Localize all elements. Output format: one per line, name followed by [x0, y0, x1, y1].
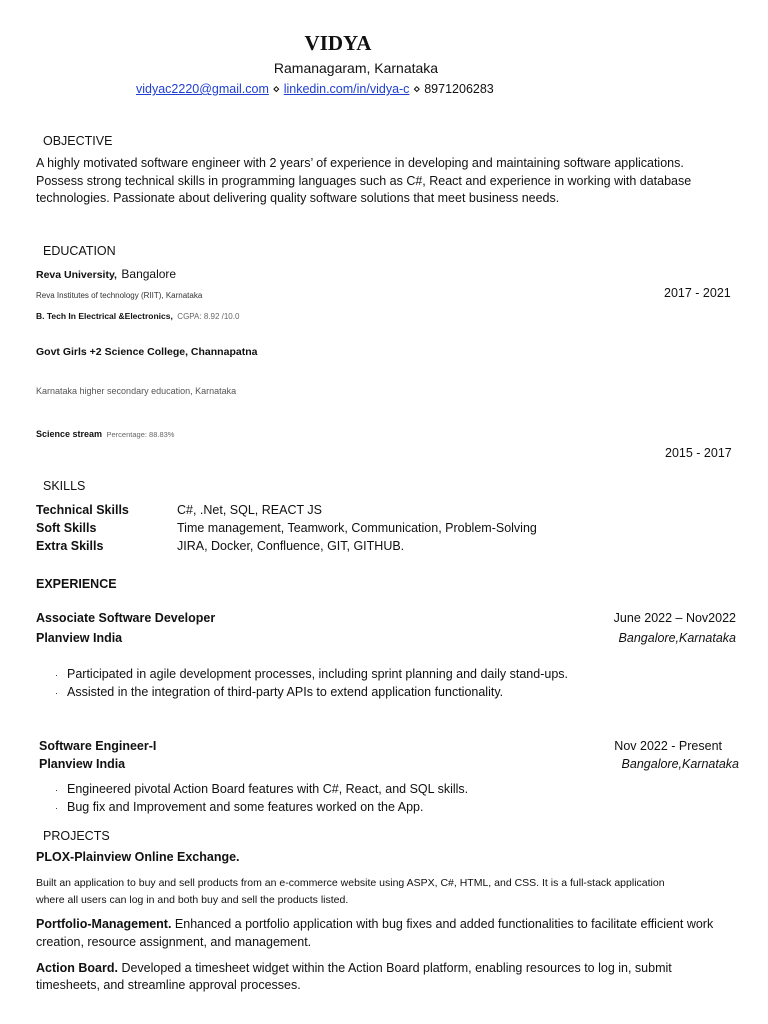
objective-line: A highly motivated software engineer with 2 years’ of experience in developing and maintaining software applications. [36, 156, 684, 170]
job-bullet [55, 667, 568, 681]
section-heading-projects: PROJECTS [43, 829, 110, 843]
job-bullet [55, 782, 468, 796]
project-entry [36, 961, 672, 975]
linkedin-link[interactable]: linkedin.com/in/vidya-c [283, 82, 410, 96]
section-heading-education: EDUCATION [43, 244, 116, 258]
separator: ⋄ [412, 82, 421, 96]
job-title: Software Engineer-I [39, 739, 157, 753]
candidate-name: VIDYA [304, 31, 372, 55]
skill-value: JIRA, Docker, Confluence, GIT, GITHUB. [177, 539, 405, 553]
education-degree [36, 424, 174, 442]
job-company: Planview India [39, 757, 126, 771]
section-heading-objective: OBJECTIVE [43, 134, 113, 148]
job-bullet-text: Participated in agile development processes, including sprint planning and daily stand-ups. [67, 667, 569, 681]
project-title: Portfolio-Management. [36, 917, 172, 931]
institution-name: Reva University, [36, 269, 117, 281]
project-title: Action Board. [36, 961, 118, 975]
skill-label: Technical Skills [36, 503, 129, 517]
project-description: Built an application to buy and sell products from an e-commerce website using ASPX, C#, HTML, and CSS. It is a full-stack application [36, 877, 665, 889]
job-bullet [55, 800, 423, 814]
job-title: Associate Software Developer [36, 611, 216, 625]
section-heading-skills: SKILLS [43, 479, 86, 493]
project-description: timesheets, and streamline approval processes. [36, 978, 301, 992]
contact-line [136, 81, 494, 96]
degree-name: B. Tech In Electrical &Electronics, [36, 311, 173, 321]
project-description: where all users can log in and both buy and sell the products listed. [36, 894, 349, 906]
education-degree [36, 306, 239, 324]
objective-line: Possess strong technical skills in programming languages such as C#, React and experience in working with database [36, 174, 692, 188]
section-heading-experience: EXPERIENCE [36, 577, 117, 591]
skill-value: C#, .Net, SQL, REACT JS [177, 503, 322, 517]
education-years: 2015 - 2017 [665, 446, 732, 460]
separator: ⋄ [272, 82, 281, 96]
degree-grade: Percentage: 88.83% [106, 430, 175, 439]
phone-number: 8971206283 [424, 82, 494, 96]
education-institution [36, 265, 176, 283]
skill-label: Extra Skills [36, 539, 104, 553]
institution-city: Bangalore [121, 267, 177, 281]
email-link[interactable]: vidyac2220@gmail.com [136, 82, 269, 96]
degree-grade: CGPA: 8.92 /10.0 [177, 312, 240, 321]
job-location: Bangalore,Karnataka [621, 757, 739, 771]
degree-name: Science stream [36, 429, 103, 439]
job-bullet-text: Assisted in the integration of third-party APIs to extend application functionality. [67, 685, 504, 699]
education-institution: Govt Girls +2 Science College, Channapatna [36, 346, 258, 358]
education-sub: Karnataka higher secondary education, Karnataka [36, 386, 237, 396]
bullet-icon: · [55, 670, 58, 680]
project-description: Enhanced a portfolio application with bug fixes and added functionalities to facilitate efficient work [174, 917, 714, 931]
job-location: Bangalore,Karnataka [618, 631, 736, 645]
job-bullet-text: Engineered pivotal Action Board features with C#, React, and SQL skills. [67, 782, 469, 796]
project-description: creation, resource assignment, and management. [36, 935, 312, 949]
objective-line: technologies. Passionate about delivering quality software solutions that meet business needs. [36, 191, 560, 205]
skill-label: Soft Skills [36, 521, 97, 535]
bullet-icon: · [55, 785, 58, 795]
job-company: Planview India [36, 631, 123, 645]
education-sub: Reva Institutes of technology (RIIT), Karnataka [36, 291, 203, 300]
job-dates: June 2022 – Nov2022 [613, 611, 736, 625]
bullet-icon: · [55, 688, 58, 698]
job-bullet [55, 685, 503, 699]
project-title: PLOX-Plainview Online Exchange. [36, 850, 240, 864]
education-years: 2017 - 2021 [664, 286, 731, 300]
skill-value: Time management, Teamwork, Communication, Problem-Solving [177, 521, 537, 535]
project-entry [36, 917, 713, 931]
candidate-location: Ramanagaram, Karnataka [273, 60, 439, 76]
job-bullet-text: Bug fix and Improvement and some features worked on the App. [67, 800, 424, 814]
bullet-icon: · [55, 803, 58, 813]
project-description: Developed a timesheet widget within the Action Board platform, enabling resources to log in, submit [121, 961, 672, 975]
job-dates: Nov 2022 - Present [614, 739, 722, 753]
